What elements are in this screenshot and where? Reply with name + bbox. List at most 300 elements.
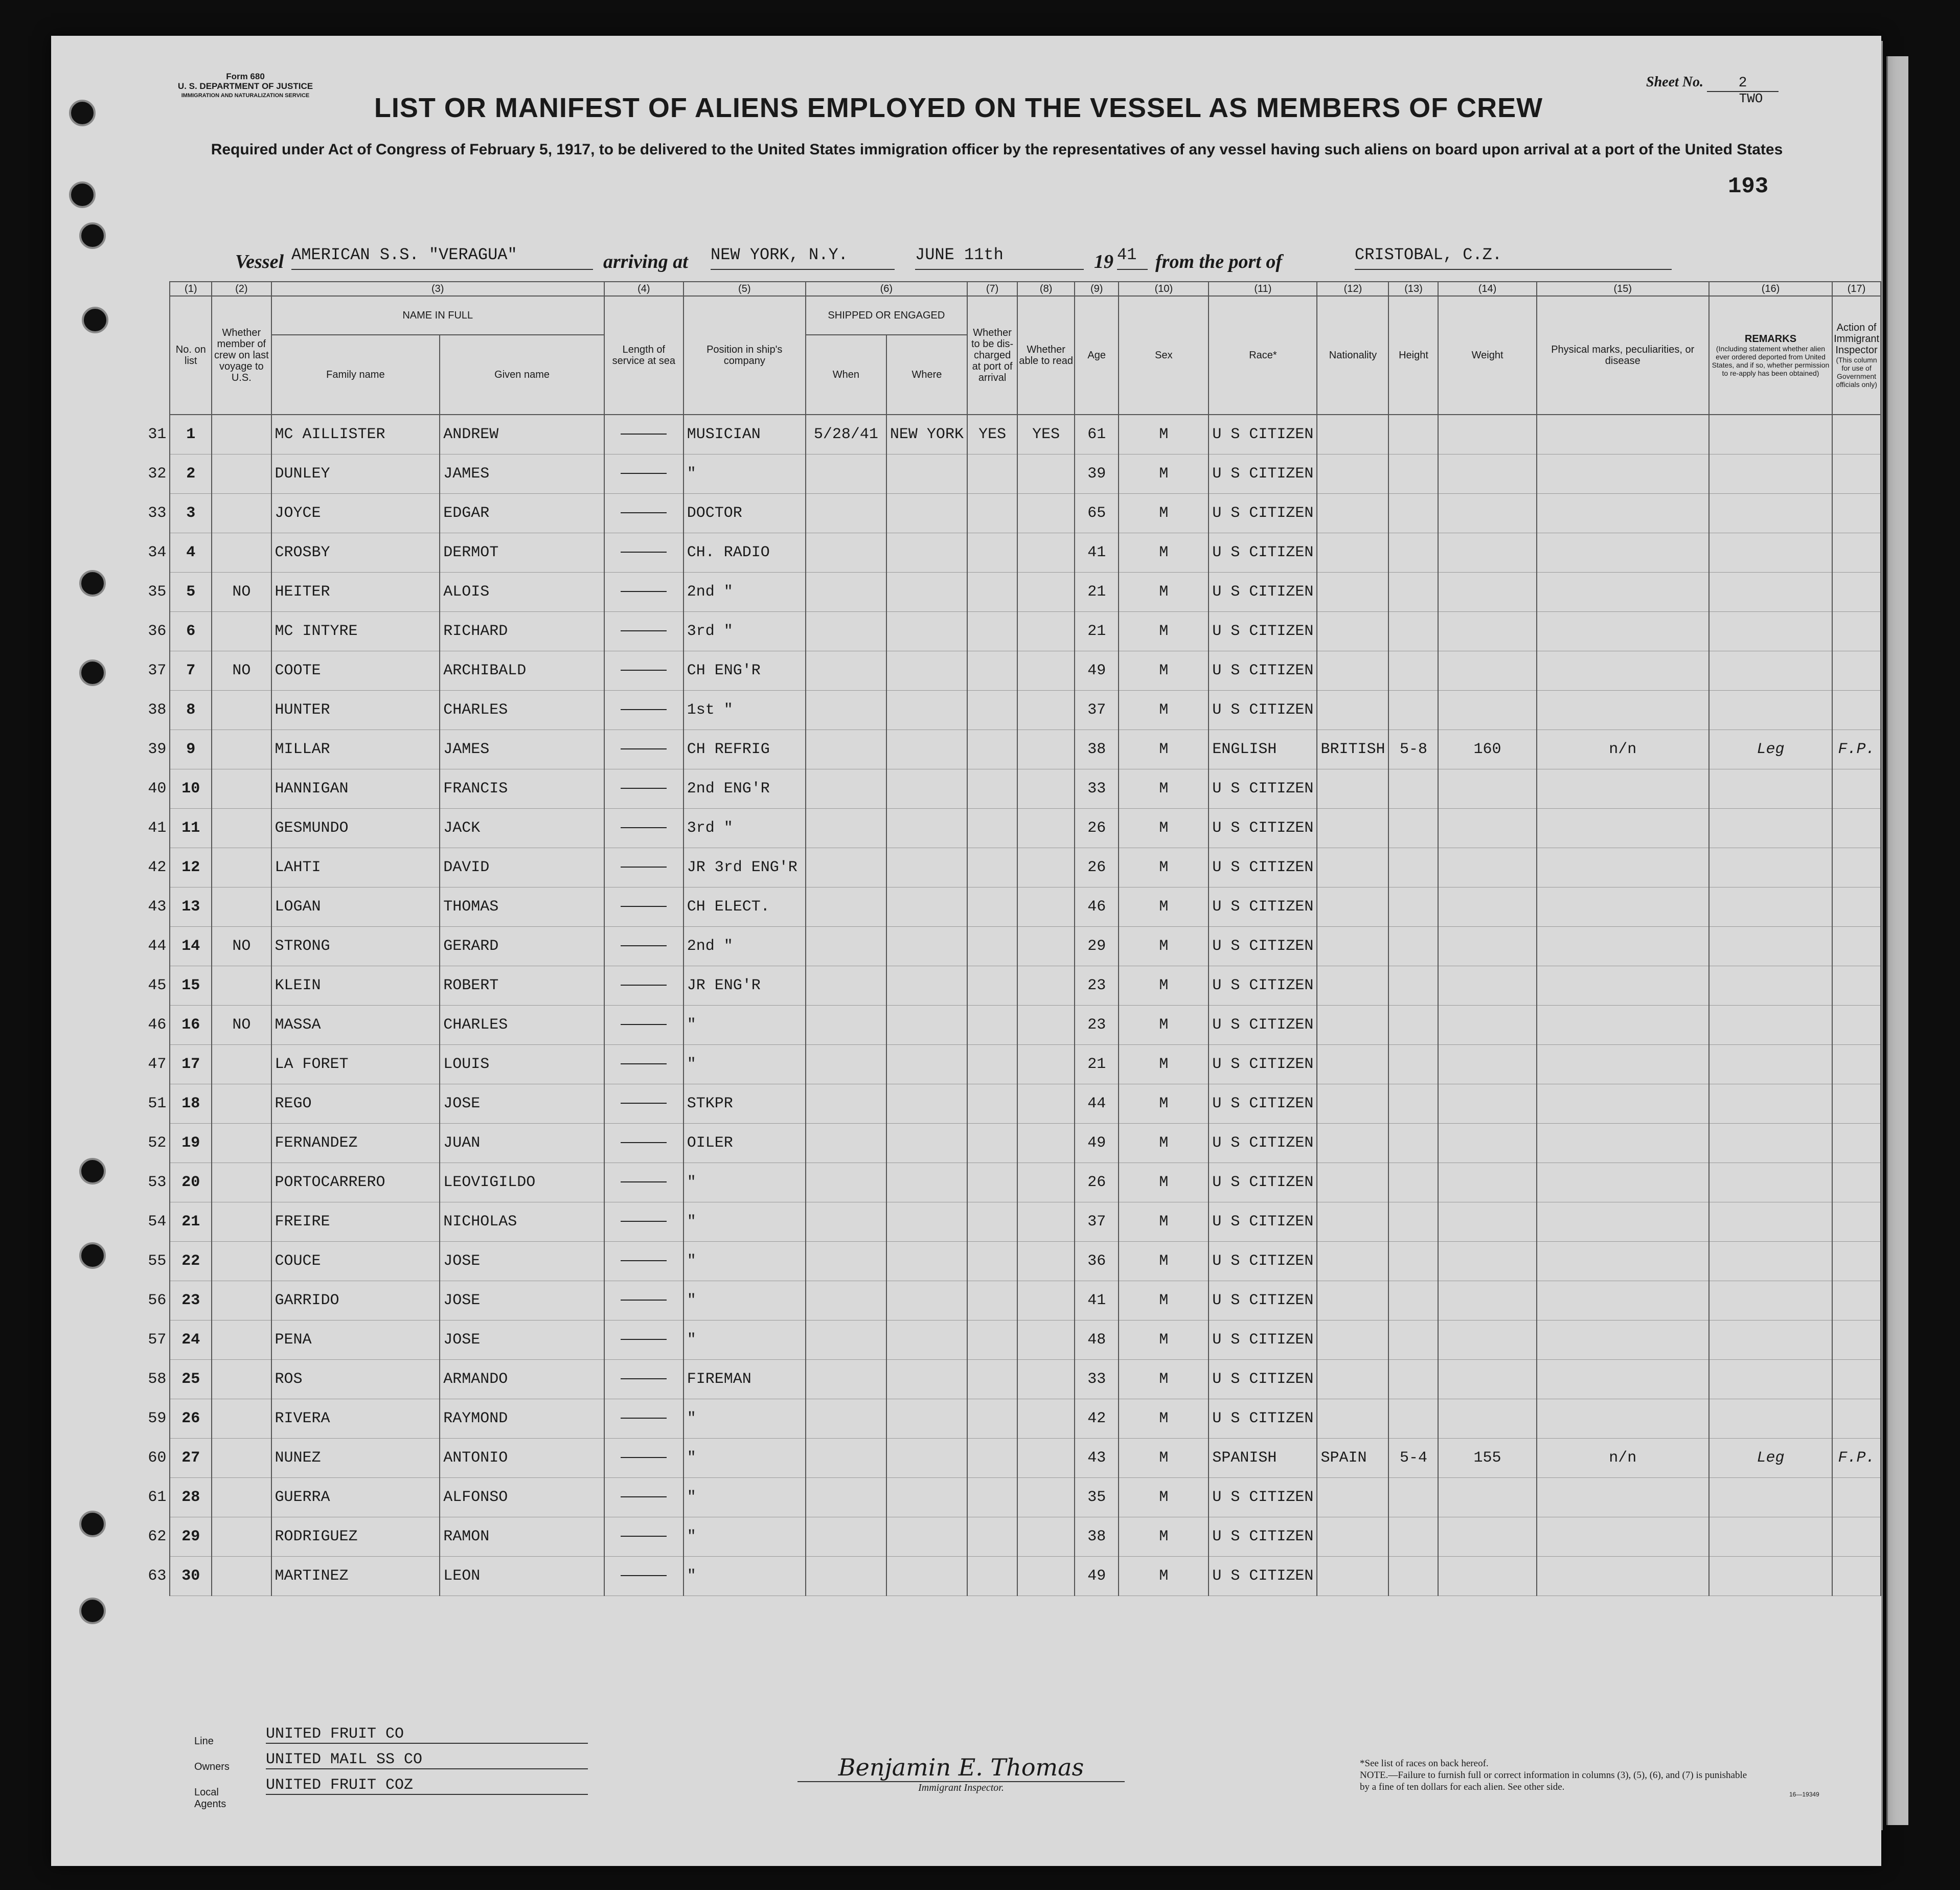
sex: M [1119,494,1209,533]
age: 26 [1075,809,1119,848]
shipped-where [886,1478,967,1517]
family-name: ROS [271,1360,440,1399]
age: 38 [1075,1517,1119,1557]
height [1388,1124,1438,1163]
binder-hole [69,100,96,126]
physical-marks [1537,809,1709,848]
shipped-when [806,651,886,691]
race: U S CITIZEN [1209,966,1317,1006]
sex: M [1119,730,1209,769]
nationality [1317,1163,1388,1202]
length-of-service [604,612,683,651]
sex: M [1119,1045,1209,1084]
able-to-read [1017,1360,1075,1399]
remarks [1709,1281,1832,1320]
position: CH ENG'R [683,651,806,691]
crew-last-voyage [212,1163,271,1202]
header-no-on-list: No. on list [170,296,212,415]
line-label: Line [194,1736,214,1747]
physical-marks: n/n [1537,1439,1709,1478]
header-shipped-engaged: SHIPPED OR ENGAGED [806,296,967,335]
crew-last-voyage [212,887,271,927]
table-row [107,730,1881,769]
sex: M [1119,533,1209,573]
nationality [1317,1045,1388,1084]
sex: M [1119,966,1209,1006]
family-name: NUNEZ [271,1439,440,1478]
position: 1st " [683,691,806,730]
table-row [107,651,1881,691]
table-row [107,1360,1881,1399]
nationality [1317,887,1388,927]
inspector-action [1832,1124,1881,1163]
crew-last-voyage [212,769,271,809]
able-to-read [1017,454,1075,494]
colnum: (13) [1388,282,1438,296]
left-number: 36 [148,623,167,640]
height [1388,1320,1438,1360]
remarks [1709,1242,1832,1281]
shipped-when [806,1320,886,1360]
crew-last-voyage [212,533,271,573]
able-to-read [1017,809,1075,848]
discharged [967,1320,1017,1360]
height [1388,454,1438,494]
race: U S CITIZEN [1209,1517,1317,1557]
position: 3rd " [683,612,806,651]
shipped-when [806,1124,886,1163]
length-of-service [604,1045,683,1084]
given-name: JOSE [440,1281,604,1320]
race: U S CITIZEN [1209,454,1317,494]
remarks [1709,573,1832,612]
inspector-action [1832,1517,1881,1557]
given-name: ALOIS [440,573,604,612]
nationality [1317,1557,1388,1596]
remarks [1709,454,1832,494]
shipped-when [806,1399,886,1439]
race: U S CITIZEN [1209,1006,1317,1045]
race: U S CITIZEN [1209,809,1317,848]
given-name: EDGAR [440,494,604,533]
header-race: Race* [1209,296,1317,415]
stamp-number: 193 [1728,174,1769,199]
weight [1438,1084,1536,1124]
shipped-when [806,887,886,927]
age: 23 [1075,1006,1119,1045]
given-name: LEON [440,1557,604,1596]
able-to-read [1017,1084,1075,1124]
signature-role: Immigrant Inspector. [918,1782,1004,1793]
able-to-read [1017,1281,1075,1320]
shipped-where [886,730,967,769]
inspector-action [1832,1360,1881,1399]
page-title: LIST OR MANIFEST OF ALIENS EMPLOYED ON THE VESSEL AS MEMBERS OF CREW [374,93,1543,123]
discharged [967,927,1017,966]
table-row [107,1124,1881,1163]
colnum: (6) [806,282,967,296]
crew-last-voyage [212,1124,271,1163]
family-name: LAHTI [271,848,440,887]
shipped-when [806,691,886,730]
physical-marks [1537,1163,1709,1202]
discharged [967,1084,1017,1124]
table-row [107,1478,1881,1517]
header-row-1 [107,296,1881,335]
weight [1438,1202,1536,1242]
able-to-read [1017,1399,1075,1439]
weight: 160 [1438,730,1536,769]
position: " [683,1439,806,1478]
family-name: GESMUNDO [271,809,440,848]
position: " [683,1320,806,1360]
weight [1438,691,1536,730]
physical-marks [1537,1124,1709,1163]
crew-last-voyage [212,1557,271,1596]
race: U S CITIZEN [1209,769,1317,809]
physical-marks [1537,1281,1709,1320]
position: CH ELECT. [683,887,806,927]
given-name: JOSE [440,1320,604,1360]
age: 44 [1075,1084,1119,1124]
table-row [107,454,1881,494]
nationality [1317,1517,1388,1557]
remarks [1709,1399,1832,1439]
colnum: (2) [212,282,271,296]
given-name: ARMANDO [440,1360,604,1399]
table-row [107,691,1881,730]
shipped-where [886,573,967,612]
physical-marks [1537,1006,1709,1045]
length-of-service [604,927,683,966]
height [1388,1006,1438,1045]
dash-mark [621,1457,667,1458]
family-name: COOTE [271,651,440,691]
header-weight: Weight [1438,296,1536,415]
position: " [683,1557,806,1596]
weight [1438,612,1536,651]
left-number: 57 [148,1331,167,1349]
row-number: 10 [170,769,212,809]
table-row [107,966,1881,1006]
able-to-read [1017,573,1075,612]
weight [1438,1478,1536,1517]
table-row [107,1557,1881,1596]
nationality [1317,573,1388,612]
position: " [683,1399,806,1439]
colnum: (4) [604,282,683,296]
table-row [107,1439,1881,1478]
nationality [1317,1006,1388,1045]
weight [1438,533,1536,573]
inspector-signature [797,1754,1125,1794]
length-of-service [604,533,683,573]
able-to-read [1017,887,1075,927]
weight [1438,651,1536,691]
table-row [107,848,1881,887]
weight [1438,927,1536,966]
dash-mark [621,1181,667,1182]
shipped-where [886,1360,967,1399]
dash-mark [621,1536,667,1537]
given-name: ANDREW [440,415,604,454]
able-to-read [1017,1124,1075,1163]
sex: M [1119,691,1209,730]
weight [1438,1320,1536,1360]
physical-marks [1537,415,1709,454]
crew-last-voyage [212,1242,271,1281]
form-number: Form 680 [226,72,265,81]
row-number: 20 [170,1163,212,1202]
row-number: 16 [170,1006,212,1045]
table-row [107,1045,1881,1084]
weight [1438,769,1536,809]
binder-hole [79,1158,106,1185]
crew-last-voyage: NO [212,927,271,966]
crew-table [107,281,1881,1596]
shipped-when [806,1163,886,1202]
header-age: Age [1075,296,1119,415]
dash-mark [621,867,667,868]
age: 33 [1075,1360,1119,1399]
colnum: (7) [967,282,1017,296]
left-number: 37 [148,662,167,679]
length-of-service [604,1360,683,1399]
given-name: LOUIS [440,1045,604,1084]
shipped-where [886,927,967,966]
crew-last-voyage [212,1202,271,1242]
height: 5-8 [1388,730,1438,769]
left-number: 53 [148,1174,167,1191]
dash-mark [621,827,667,828]
given-name: ANTONIO [440,1439,604,1478]
signature-name: Benjamin E. Thomas [797,1754,1125,1782]
age: 35 [1075,1478,1119,1517]
left-number: 34 [148,544,167,561]
physical-marks [1537,848,1709,887]
discharged [967,1242,1017,1281]
crew-last-voyage [212,848,271,887]
shipped-where [886,1124,967,1163]
height [1388,809,1438,848]
race: U S CITIZEN [1209,651,1317,691]
shipped-where [886,966,967,1006]
able-to-read [1017,651,1075,691]
colnum: (10) [1119,282,1209,296]
row-number: 7 [170,651,212,691]
discharged [967,612,1017,651]
remarks [1709,966,1832,1006]
left-number: 31 [148,425,167,443]
nationality [1317,1478,1388,1517]
nationality [1317,533,1388,573]
row-number: 18 [170,1084,212,1124]
inspector-action: F.P. [1832,730,1881,769]
shipped-where [886,1084,967,1124]
table-row [107,573,1881,612]
crew-last-voyage [212,415,271,454]
crew-last-voyage [212,1045,271,1084]
shipped-where [886,1281,967,1320]
height [1388,1399,1438,1439]
table-row [107,927,1881,966]
dash-mark [621,434,667,435]
crew-last-voyage: NO [212,1006,271,1045]
weight: 155 [1438,1439,1536,1478]
left-number: 51 [148,1095,167,1112]
sex: M [1119,1242,1209,1281]
shipped-where [886,1320,967,1360]
table-row [107,1242,1881,1281]
given-name: ALFONSO [440,1478,604,1517]
given-name: CHARLES [440,691,604,730]
physical-marks [1537,494,1709,533]
owners-label: Owners [194,1761,230,1772]
row-number: 28 [170,1478,212,1517]
height [1388,1557,1438,1596]
header-remarks [1709,296,1832,415]
shipped-where [886,1557,967,1596]
header-when: When [806,335,886,415]
height [1388,1281,1438,1320]
given-name: ROBERT [440,966,604,1006]
age: 65 [1075,494,1119,533]
shipped-where: NEW YORK [886,415,967,454]
length-of-service [604,730,683,769]
weight [1438,966,1536,1006]
family-name: PORTOCARRERO [271,1163,440,1202]
height [1388,415,1438,454]
able-to-read [1017,1202,1075,1242]
line-value: UNITED FRUIT CO [266,1725,588,1744]
length-of-service [604,887,683,927]
remarks [1709,1202,1832,1242]
nationality [1317,1242,1388,1281]
crew-last-voyage [212,1517,271,1557]
shipped-where [886,1439,967,1478]
row-number: 14 [170,927,212,966]
remarks [1709,1006,1832,1045]
inspector-action [1832,887,1881,927]
dash-mark [621,1300,667,1301]
shipped-where [886,651,967,691]
table-row [107,887,1881,927]
remarks [1709,1124,1832,1163]
shipped-where [886,494,967,533]
race: ENGLISH [1209,730,1317,769]
nationality [1317,966,1388,1006]
table-row [107,769,1881,809]
sex: M [1119,769,1209,809]
table-row [107,1163,1881,1202]
remarks [1709,809,1832,848]
owners-value: UNITED MAIL SS CO [266,1751,588,1769]
length-of-service [604,494,683,533]
row-number: 9 [170,730,212,769]
physical-marks [1537,1045,1709,1084]
weight [1438,887,1536,927]
row-number: 24 [170,1320,212,1360]
position: DOCTOR [683,494,806,533]
inspector-action [1832,612,1881,651]
shipped-where [886,1517,967,1557]
left-number: 32 [148,465,167,483]
binder-hole [79,1242,106,1269]
binder-hole [69,181,96,208]
weight [1438,415,1536,454]
shipped-when [806,573,886,612]
from-label: from the port of [1155,251,1283,272]
race: U S CITIZEN [1209,533,1317,573]
sex: M [1119,1439,1209,1478]
race: U S CITIZEN [1209,1163,1317,1202]
department: U. S. DEPARTMENT OF JUSTICE [177,81,313,91]
shipped-where [886,612,967,651]
nationality [1317,1360,1388,1399]
nationality [1317,1124,1388,1163]
dash-mark [621,512,667,513]
crew-last-voyage [212,1399,271,1439]
physical-marks [1537,1360,1709,1399]
discharged [967,1360,1017,1399]
row-number: 13 [170,887,212,927]
table-row [107,1084,1881,1124]
shipped-when [806,1360,886,1399]
physical-marks [1537,651,1709,691]
height [1388,1084,1438,1124]
weight [1438,454,1536,494]
able-to-read [1017,1557,1075,1596]
given-name: DERMOT [440,533,604,573]
able-to-read [1017,1439,1075,1478]
physical-marks [1537,533,1709,573]
able-to-read [1017,848,1075,887]
family-name: HEITER [271,573,440,612]
shipped-when [806,1242,886,1281]
left-number: 60 [148,1449,167,1467]
age: 48 [1075,1320,1119,1360]
family-name: CROSBY [271,533,440,573]
shipped-when [806,730,886,769]
race: U S CITIZEN [1209,848,1317,887]
family-name: COUCE [271,1242,440,1281]
height [1388,651,1438,691]
sex: M [1119,848,1209,887]
height [1388,1478,1438,1517]
position: " [683,1045,806,1084]
nationality [1317,1084,1388,1124]
given-name: JUAN [440,1124,604,1163]
action-note: (This column for use of Government officials only) [1836,356,1877,389]
inspector-action [1832,533,1881,573]
table-row [107,1320,1881,1360]
age: 26 [1075,1163,1119,1202]
physical-marks [1537,927,1709,966]
able-to-read [1017,769,1075,809]
sex: M [1119,1084,1209,1124]
race: U S CITIZEN [1209,494,1317,533]
given-name: JAMES [440,730,604,769]
inspector-action [1832,1242,1881,1281]
sex: M [1119,1557,1209,1596]
position: " [683,1163,806,1202]
remarks [1709,848,1832,887]
family-name: STRONG [271,927,440,966]
sex: M [1119,1124,1209,1163]
sex: M [1119,651,1209,691]
race: U S CITIZEN [1209,573,1317,612]
given-name: RICHARD [440,612,604,651]
